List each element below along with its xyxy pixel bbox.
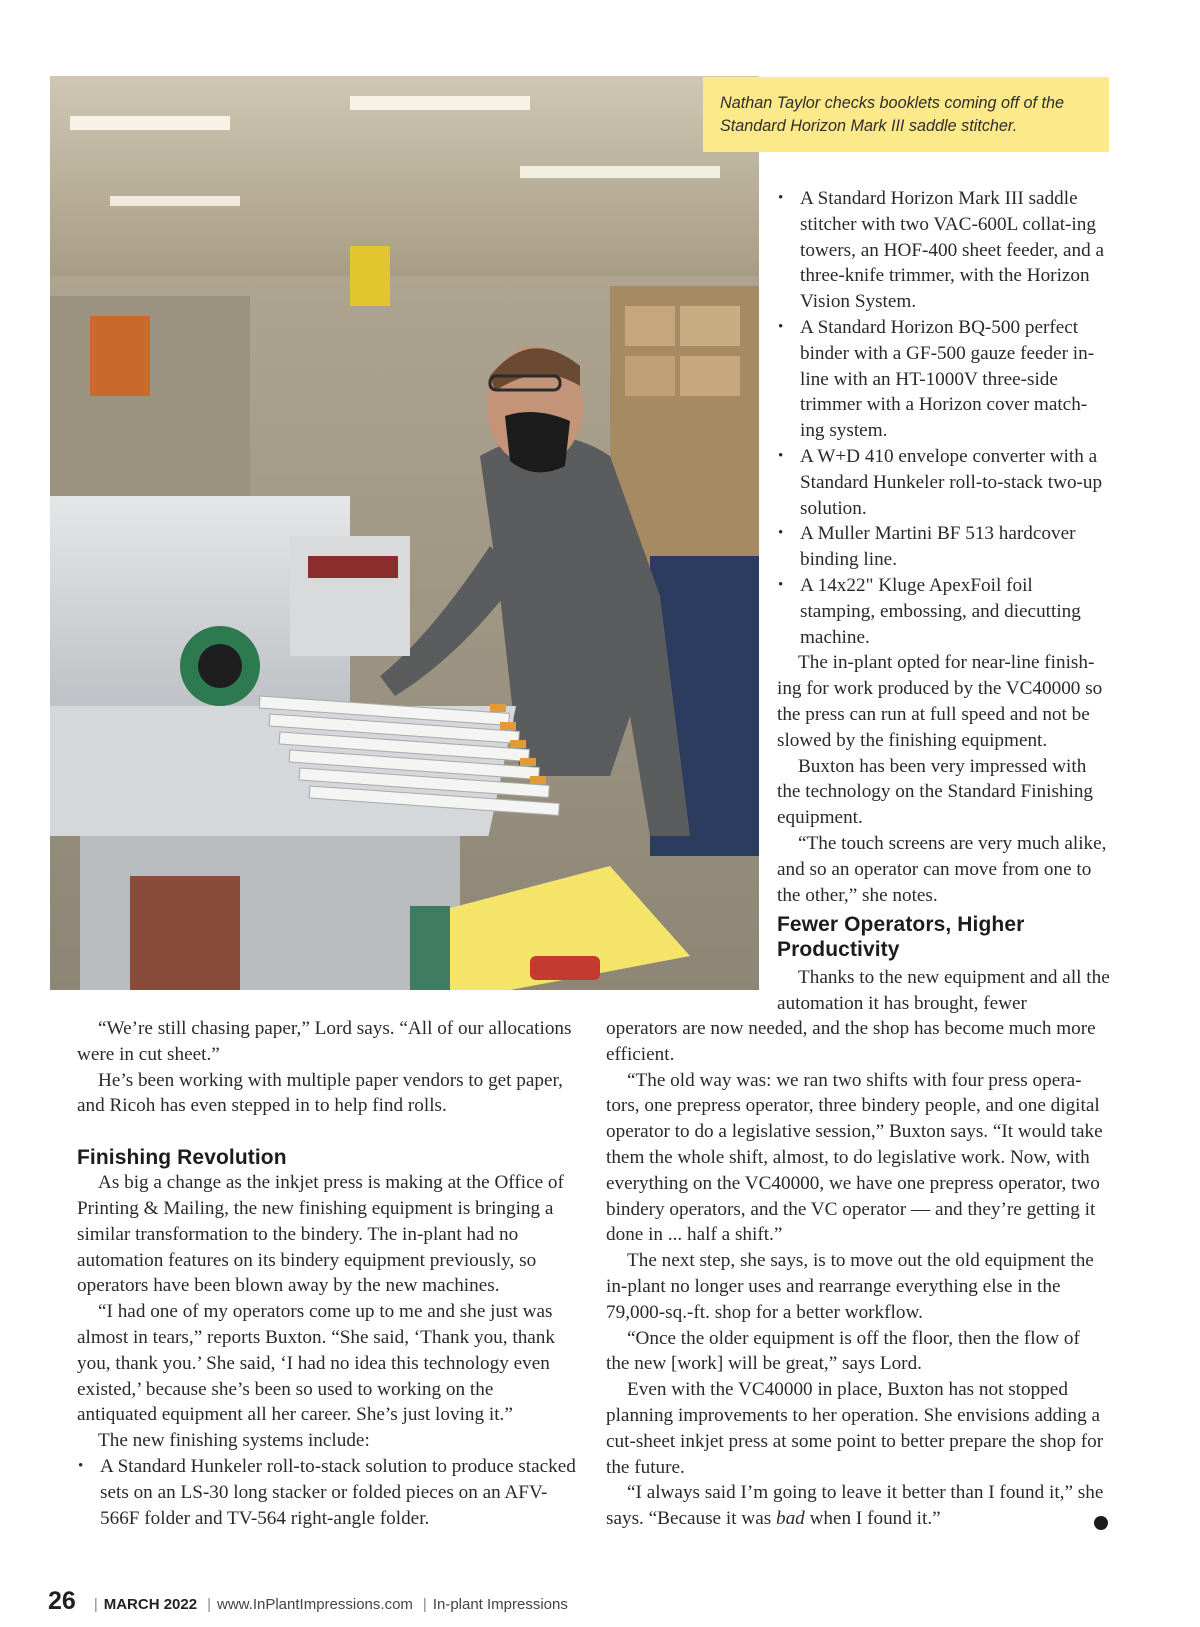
photo-illustration xyxy=(50,76,759,990)
footer-issue: MARCH 2022 xyxy=(103,1596,198,1613)
caption-text: Nathan Taylor checks booklets coming off of the Standard Horizon Mark III saddle stitcher. xyxy=(720,94,1065,135)
list-item: • A Standard Horizon BQ-500 perfect binder with a GF-500 gauze feeder in-line with an HT-1000V three-side trimmer with a Horizon cover match-ing system. xyxy=(777,315,1110,444)
body-paragraph: “The old way was: we ran two shifts with four press opera-tors, one prepress operator, three bindery people, and one digital operator to do a legislative session,” Buxton says. “It would take them the whole shift, almost, to do legislative work. Now, with everything on the VC40000, we have one prepress operator, two bindery operators, and the VC operator — and they’re getting it done in ... half a shift.” xyxy=(606,1069,1103,1246)
photo-caption xyxy=(703,77,1109,152)
thanks-paragraph-block xyxy=(777,965,1110,1017)
body-paragraph: Buxton has been very impressed with the technology on the Standard Finishing equipment. xyxy=(777,755,1094,829)
closing-text-end: when I found it.” xyxy=(804,1508,941,1530)
equipment-list-left xyxy=(77,1454,577,1531)
article-photo xyxy=(50,76,759,990)
body-paragraph: He’s been working with multiple paper vendors to get paper, and Ricoh has even stepped in to help find rolls. xyxy=(77,1069,563,1117)
end-of-article-bullet-icon xyxy=(1094,1516,1108,1530)
closing-emphasis: bad xyxy=(775,1508,805,1530)
body-paragraph: “I had one of my operators come up to me and she just was almost in tears,” reports Buxton. “She said, ‘Thank you, thank you, thank you.’ She said, ‘I had no idea this technology even existed,’ because she’s been so used to working on the antiquated equipment all her career. She’s just loving it.” xyxy=(77,1301,555,1426)
footer-separator: | xyxy=(422,1596,427,1613)
body-paragraph: operators are now needed, and the shop has become much more efficient. xyxy=(606,1018,1096,1065)
body-paragraph: The new finishing systems include: xyxy=(98,1430,370,1452)
list-item: • A 14x22" Kluge ApexFoil foil stamping, embossing, and diecutting machine. xyxy=(777,573,1110,650)
body-paragraph: As big a change as the inkjet press is making at the Office of Printing & Mailing, the new finishing equipment is bringing a similar transformation to the bindery. The in-plant had no automation features on its bindery equipment previously, so operators have been blown away by the new machines. xyxy=(77,1172,564,1297)
page-number: 26 xyxy=(48,1587,76,1615)
body-paragraph: Thanks to the new equipment and all the automation it has brought, fewer xyxy=(777,967,1110,1014)
body-paragraph: “Once the older equipment is off the floor, then the flow of the new [work] will be great,” says Lord. xyxy=(606,1327,1080,1375)
body-paragraph: “We’re still chasing paper,” Lord says. “All of our allocations were in cut sheet.” xyxy=(77,1018,572,1065)
list-item: • A Muller Martini BF 513 hardcover binding line. xyxy=(777,521,1110,573)
equipment-list-right xyxy=(777,186,1110,650)
body-paragraph: The in-plant opted for near-line finish-ing for work produced by the VC40000 so the press can run at full speed and not be slowed by the finishing equipment. xyxy=(777,652,1103,751)
middle-column xyxy=(606,1016,1106,1532)
list-item: • A W+D 410 envelope converter with a Standard Hunkeler roll-to-stack two-up solution. xyxy=(777,444,1110,521)
closing-paragraph xyxy=(606,1480,1106,1532)
footer-separator: | xyxy=(93,1596,98,1613)
section-heading-fewer-operators xyxy=(777,912,1110,962)
footer-website-link[interactable]: www.InPlantImpressions.com xyxy=(217,1596,413,1613)
footer-publication: In-plant Impressions xyxy=(432,1596,568,1613)
list-item: • A Standard Hunkeler roll-to-stack solution to produce stacked sets on an LS-30 long stacker or folded pieces on an AFV-566F folder and TV-564 right-angle folder. xyxy=(77,1454,577,1531)
footer-separator: | xyxy=(207,1596,211,1613)
right-column xyxy=(777,186,1110,908)
body-paragraph: “The touch screens are very much alike, and so an operator can move from one to the other,” she notes. xyxy=(777,832,1107,906)
body-paragraph: Even with the VC40000 in place, Buxton has not stopped planning improvements to her operation. She envisions adding a cut-sheet inkjet press at some point to better prepare the shop for the future. xyxy=(606,1379,1104,1478)
section-heading: Finishing Revolution xyxy=(77,1146,287,1170)
body-paragraph: The next step, she says, is to move out the old equipment the in-plant no longer uses and rearrange everything else in the 79,000-sq.-ft. shop for a better workflow. xyxy=(606,1250,1094,1323)
page-footer xyxy=(48,1587,568,1627)
section-heading: Fewer Operators, Higher Productivity xyxy=(777,913,1025,961)
left-column xyxy=(77,1016,577,1531)
closing-text-start: “I always said I’m going to leave it better than I found it,” she says. “Because it was xyxy=(606,1482,1104,1530)
list-item: • A Standard Horizon Mark III saddle stitcher with two VAC-600L collat-ing towers, an HOF-400 sheet feeder, and a three-knife trimmer, with the Horizon Vision System. xyxy=(777,186,1110,315)
